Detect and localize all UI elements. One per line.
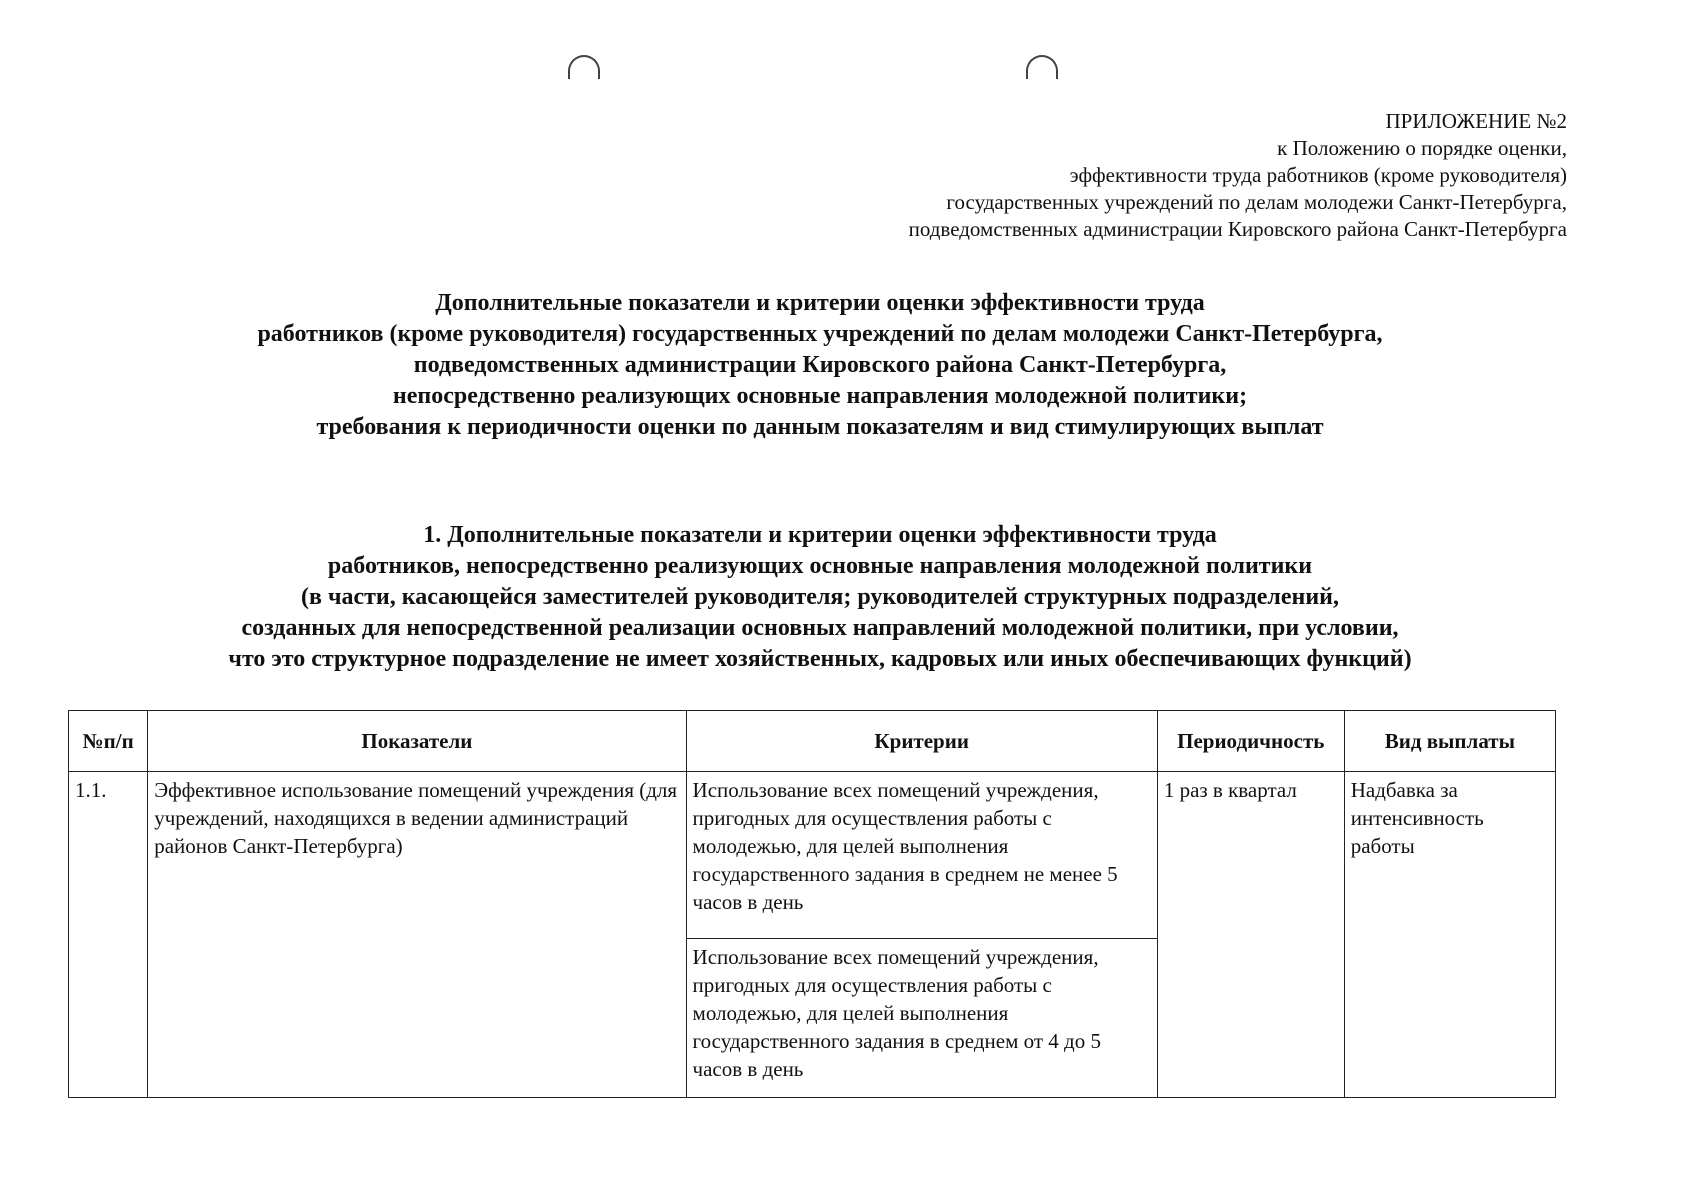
criteria-cell: Использование всех помещений учреждения, пригодных для осуществления работы с молодежью, для целей выполнения государственного задания в среднем от 4 до 5 часов в день [686,939,1157,1098]
appendix-line: подведомственных администрации Кировского района Санкт-Петербурга [908,217,1567,241]
section-line: (в части, касающейся заместителей руководителя; руководителей структурных подразделений, [301,584,1339,610]
periodicity-cell: 1 раз в квартал [1157,772,1344,1098]
section-line: созданных для непосредственной реализации основных направлений молодежной политики, при условии, [241,615,1399,641]
table-row [69,772,1556,939]
appendix-line: эффективности труда работников (кроме руководителя) [1069,163,1567,187]
section-line: 1. Дополнительные показатели и критерии оценки эффективности труда [423,522,1217,548]
title-line: непосредственно реализующих основные направления молодежной политики; [392,383,1248,409]
header-indicator: Показатели [148,711,686,772]
section-heading [60,520,1580,675]
indicator-cell: Эффективное использование помещений учреждения (для учреждений, находящихся в ведении администраций районов Санкт-Петербурга) [148,772,686,1098]
row-number: 1.1. [69,772,148,1098]
title-line: требования к периодичности оценки по данным показателям и вид стимулирующих выплат [316,414,1324,440]
appendix-title: ПРИЛОЖЕНИЕ №2 [1385,109,1567,133]
header-criteria: Критерии [686,711,1157,772]
header-num: №п/п [69,711,148,772]
title-line: Дополнительные показатели и критерии оценки эффективности труда [435,290,1205,316]
payment-cell: Надбавка за интенсивность работы [1344,772,1555,1098]
document-title [60,288,1580,443]
header-payment: Вид выплаты [1344,711,1555,772]
appendix-header [909,108,1567,243]
title-line: подведомственных администрации Кировского района Санкт-Петербурга, [413,352,1227,378]
punch-hole-right [1026,55,1058,79]
header-periodicity: Периодичность [1157,711,1344,772]
section-line: работников, непосредственно реализующих основные направления молодежной политики [327,553,1313,579]
title-line: работников (кроме руководителя) государственных учреждений по делам молодежи Санкт-Петербурга, [257,321,1383,347]
section-line: что это структурное подразделение не имеет хозяйственных, кадровых или иных обеспечивающих функций) [228,646,1412,672]
criteria-table [68,710,1556,1098]
punch-hole-left [568,55,600,79]
table-header-row [69,711,1556,772]
appendix-line: к Положению о порядке оценки, [1277,136,1567,160]
criteria-cell: Использование всех помещений учреждения, пригодных для осуществления работы с молодежью, для целей выполнения государственного задания в среднем не менее 5 часов в день [686,772,1157,939]
appendix-line: государственных учреждений по делам молодежи Санкт-Петербурга, [946,190,1567,214]
